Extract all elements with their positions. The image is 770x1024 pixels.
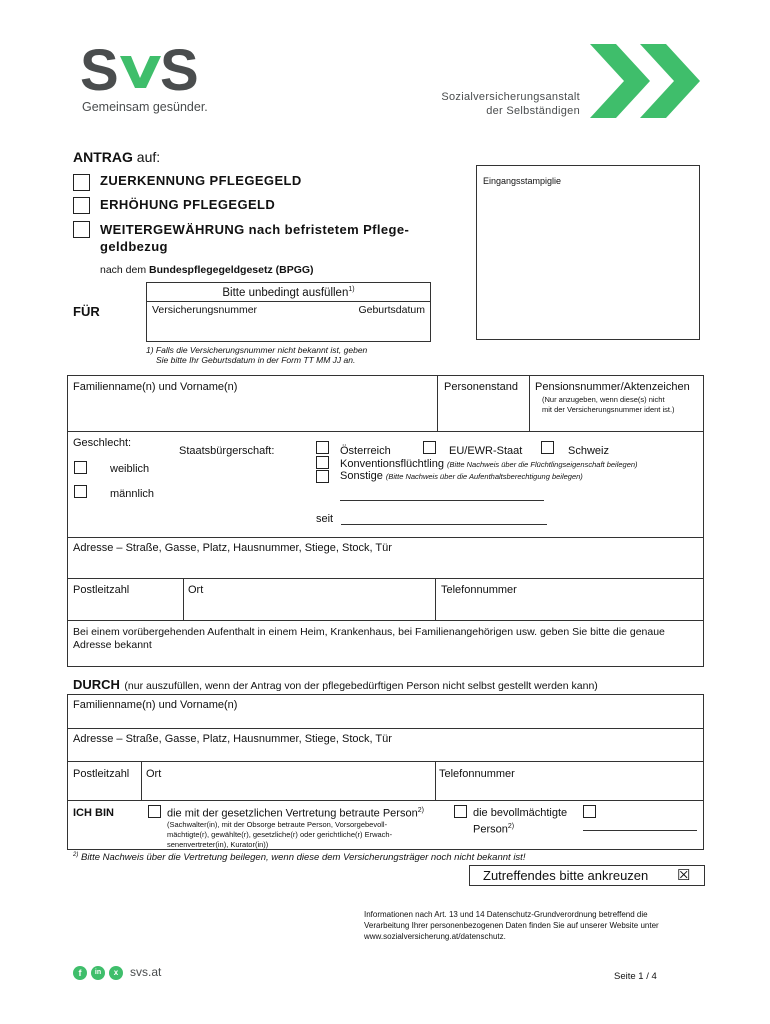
linkedin-icon[interactable]: in [91, 966, 105, 980]
cit-austria-label: Österreich [340, 445, 391, 457]
org-name [441, 90, 580, 118]
legal-rep-sup: 2) [417, 807, 424, 814]
checkbox-refugee[interactable] [316, 456, 329, 469]
page-number: Seite 1 / 4 [614, 971, 657, 982]
proxy-line2-wrap [473, 820, 567, 837]
cit-refugee-text: Konventionsflüchtling [340, 458, 444, 470]
durch-row-divider-2 [68, 761, 703, 762]
checkbox-switzerland[interactable] [541, 441, 554, 454]
cit-eu-label: EU/EWR-Staat [449, 445, 523, 457]
durch-title: DURCH [73, 677, 120, 692]
durch-row-divider-3 [68, 800, 703, 801]
phone-label: Telefonnummer [441, 584, 517, 596]
must-fill-note [147, 286, 430, 299]
legal-rep-note-line3: senenvertreter(in), Kurator(in)) [167, 840, 269, 849]
checkbox-other-rep[interactable] [583, 805, 596, 818]
ich-bin-label: ICH BIN [73, 807, 114, 819]
col-divider-2 [529, 376, 530, 431]
col-divider-3 [183, 578, 184, 620]
privacy-line2: Verarbeitung Ihrer personenbezogenen Daten finden Sie auf unserer Website unter [364, 921, 659, 930]
checkbox-proxy[interactable] [454, 805, 467, 818]
legal-rep-label [167, 807, 424, 820]
proxy-line1: die bevollmächtigte [473, 807, 568, 819]
durch-col-divider-1 [141, 761, 142, 800]
fuer-footnote-line2: Sie bitte Ihr Geburtsdatum in der Form TT MM JJ an. [156, 355, 356, 365]
legal-rep-note [167, 820, 392, 850]
cit-ch-label: Schweiz [568, 445, 609, 457]
antrag-title-bold: ANTRAG [73, 149, 133, 165]
facebook-icon[interactable]: f [73, 966, 87, 980]
org-name-line2: der Selbständigen [486, 105, 580, 117]
svs-logo-mark [80, 44, 210, 94]
row-divider-2 [68, 537, 703, 538]
option-weitergewaehrung-line1: WEITERGEWÄHRUNG nach befristetem Pflege- [100, 222, 410, 237]
cit-refugee-note: (Bitte Nachweis über die Flüchtlingseigenschaft beilegen) [447, 460, 638, 469]
status-label: Personenstand [444, 381, 518, 393]
antrag-title-suffix: auf: [132, 149, 161, 165]
name-input[interactable] [68, 394, 437, 430]
crossed-box-icon: ☒ [677, 867, 691, 884]
hint-box [469, 865, 705, 886]
since-label: seit [316, 513, 334, 525]
temp-stay-label [73, 626, 665, 652]
checkbox-weitergewaehrung[interactable] [73, 221, 90, 238]
col-divider-1 [437, 376, 438, 431]
stamp-label: Eingangsstampiglie [483, 176, 562, 186]
legal-rep-note-line2: mächtigte(r), gewählte(r), gesetzliche(r) oder gerichtliche(r) Erwach- [167, 830, 393, 839]
svnr-label: Versicherungsnummer [152, 304, 258, 316]
checkbox-male[interactable] [74, 485, 87, 498]
checkbox-eu[interactable] [423, 441, 436, 454]
name-label: Familienname(n) und Vorname(n) [73, 381, 238, 393]
option-weitergewaehrung-line2: geldbezug [100, 239, 168, 254]
durch-col-divider-2 [435, 761, 436, 800]
gender-female-label: weiblich [110, 463, 150, 475]
durch-table [67, 694, 704, 850]
gender-male-label: männlich [110, 488, 155, 500]
temp-stay-line1: Bei einem vorübergehenden Aufenthalt in einem Heim, Krankenhaus, bei Familienangehörigen usw. geben Sie bitte die genaue [73, 626, 665, 638]
other-rep-input[interactable] [583, 830, 697, 831]
checkbox-legal-rep[interactable] [148, 805, 161, 818]
pension-label: Pensionsnummer/Aktenzeichen [535, 381, 690, 393]
durch-name-label: Familienname(n) und Vorname(n) [73, 699, 238, 711]
zip-label: Postleitzahl [73, 584, 130, 596]
svnr-input[interactable] [147, 317, 430, 342]
cit-refugee-label [340, 458, 638, 470]
stamp-box [476, 165, 700, 340]
temp-stay-line2: Adresse bekannt [73, 639, 152, 651]
durch-phone-label: Telefonnummer [439, 768, 515, 780]
cit-other-input[interactable] [340, 500, 544, 501]
row-divider-1 [68, 431, 703, 432]
citizenship-label: Staatsbürgerschaft: [179, 445, 275, 457]
address-label: Adresse – Straße, Gasse, Platz, Hausnummer, Stiege, Stock, Tür [73, 542, 392, 554]
footer-site[interactable]: svs.at [130, 965, 162, 979]
checkbox-erhoehung[interactable] [73, 197, 90, 214]
cit-other-text: Sonstige [340, 470, 383, 482]
tagline: Gemeinsam gesünder. [82, 100, 208, 114]
row-divider-4 [68, 620, 703, 621]
durch-footnote [73, 852, 525, 863]
must-fill-sup: 1) [348, 286, 355, 293]
durch-subtitle: (nur auszufüllen, wenn der Antrag von der pflegebedürftigen Person nicht selbst gestellt werden kann) [124, 680, 598, 692]
law-line [100, 264, 314, 276]
org-name-line1: Sozialversicherungsanstalt [441, 91, 580, 103]
durch-zip-label: Postleitzahl [73, 768, 130, 780]
durch-row-divider-1 [68, 728, 703, 729]
dob-label: Geburtsdatum [358, 304, 425, 316]
durch-city-label: Ort [146, 768, 162, 780]
must-fill-text: Bitte unbedingt ausfüllen [222, 286, 349, 299]
antrag-title [73, 149, 160, 165]
fuer-box [146, 282, 431, 342]
privacy-line3: www.sozialversicherung.at/datenschutz. [364, 932, 506, 941]
pension-note-line1: (Nur anzugeben, wenn diese(s) nicht [542, 395, 665, 404]
checkbox-female[interactable] [74, 461, 87, 474]
option-erhoehung-label: ERHÖHUNG PFLEGEGELD [100, 197, 276, 212]
option-zuerkennung-label: ZUERKENNUNG PFLEGEGELD [100, 173, 302, 188]
svg-text:S: S [160, 44, 199, 94]
pension-note [542, 395, 675, 415]
cit-other-label [340, 470, 583, 482]
legal-rep-note-line1: (Sachwalter(in), mit der Obsorge betraute Person, Vorsorgebevoll- [167, 820, 388, 829]
fuer-divider [147, 301, 430, 302]
durch-address-label: Adresse – Straße, Gasse, Platz, Hausnummer, Stiege, Stock, Tür [73, 733, 392, 745]
city-label: Ort [188, 584, 204, 596]
law-name: Bundespflegegeldgesetz (BPGG) [149, 264, 314, 276]
fuer-footnote-line1: 1) Falls die Versicherungsnummer nicht bekannt ist, geben [146, 345, 368, 355]
cit-other-note: (Bitte Nachweis über die Aufenthaltsberechtigung beilegen) [385, 472, 583, 481]
proxy-label [473, 807, 567, 837]
x-icon[interactable]: x [109, 966, 123, 980]
hint-label: Zutreffendes bitte ankreuzen [483, 868, 649, 883]
option-weitergewaehrung-label [100, 221, 409, 255]
law-prefix: nach dem [100, 264, 150, 276]
chevron-arrows-icon [590, 44, 708, 118]
fuer-label: FÜR [73, 304, 100, 319]
pension-note-line2: mit der Versicherungsnummer ident ist.) [542, 405, 675, 414]
durch-heading [73, 676, 598, 694]
privacy-note [364, 909, 659, 942]
svg-text:S: S [80, 44, 116, 94]
durch-footnote-text: Bitte Nachweis über die Vertretung beilegen, wenn diese dem Versicherungsträger noch nicht bekannt ist! [80, 852, 526, 864]
checkbox-zuerkennung[interactable] [73, 174, 90, 191]
address-input[interactable] [68, 556, 703, 577]
legal-rep-text: die mit der gesetzlichen Vertretung betraute Person [167, 807, 418, 820]
checkbox-other[interactable] [316, 470, 329, 483]
privacy-line1: Informationen nach Art. 13 und 14 Datenschutz-Grundverordnung betreffend die [364, 910, 648, 919]
since-input[interactable] [341, 524, 547, 525]
gender-label: Geschlecht: [73, 437, 132, 449]
proxy-sup: 2) [507, 823, 515, 830]
checkbox-austria[interactable] [316, 441, 329, 454]
person-table [67, 375, 704, 667]
row-divider-3 [68, 578, 703, 579]
fuer-footnote [146, 345, 367, 365]
svs-logo [80, 44, 220, 116]
durch-footnote-sup: 2) [73, 852, 79, 858]
proxy-line2: Person [473, 823, 508, 836]
col-divider-4 [435, 578, 436, 620]
